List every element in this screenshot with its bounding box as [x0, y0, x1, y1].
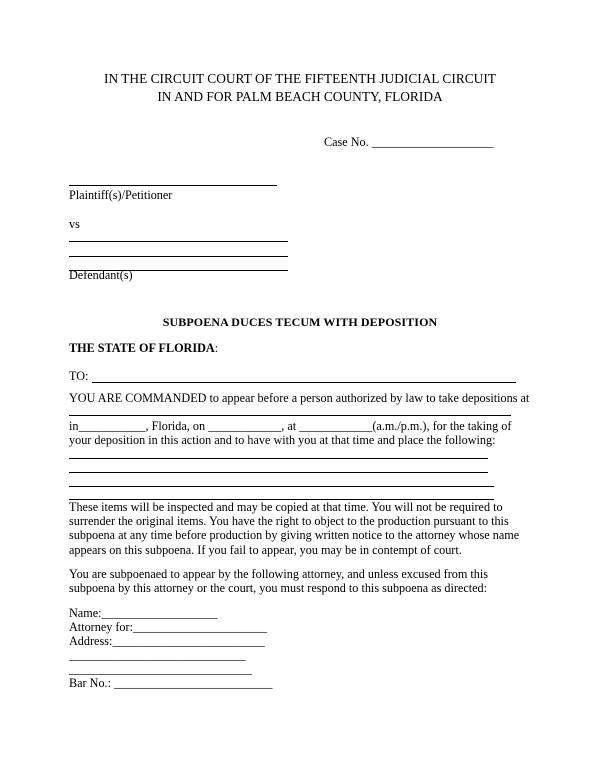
bar-number-row: [69, 676, 272, 691]
items-line-1[interactable]: [69, 458, 488, 459]
attorney-for-row: [69, 620, 267, 635]
items-inspection-paragraph: These items will be inspected and may be copied at that time. You will not be required to surrender the original items. You have the right to object to the production pursuant to this subpoena at any time before production by giving written notice to the attorney whose name appears on this subpoena. If you fail to appear, you may be in contempt of court.: [69, 500, 520, 557]
state-heading: [69, 341, 218, 356]
state-colon: :: [214, 341, 219, 355]
vs-label: vs: [69, 217, 80, 231]
case-number-field[interactable]: ____________________: [371, 135, 494, 149]
document-title: SUBPOENA DUCES TECUM WITH DEPOSITION: [162, 315, 438, 329]
commanded-line-4: your deposition in this action and to have with you at that time and place the following:: [69, 433, 496, 447]
defendant-label: Defendant(s): [69, 268, 133, 282]
attorney-name-field[interactable]: ___________________: [101, 606, 218, 620]
plaintiff-label: Plaintiff(s)/Petitioner: [69, 188, 173, 202]
attorney-address-row: [69, 634, 265, 649]
items-line-2[interactable]: [69, 472, 488, 473]
commanded-line-3: in___________, Florida, on ____________, at ____________(a.m./p.m.), for the taking of: [69, 419, 512, 433]
commanded-line-1: YOU ARE COMMANDED to appear before a person authorized by law to take depositions at: [69, 391, 530, 405]
case-number-label: Case No.: [324, 135, 369, 149]
court-header-line-2: IN AND FOR PALM BEACH COUNTY, FLORIDA: [157, 89, 443, 104]
attorney-for-field[interactable]: ______________________: [132, 620, 268, 634]
case-number: [324, 135, 494, 150]
attorney-address-line-3[interactable]: ______________________________: [69, 662, 252, 676]
court-header-line-1: IN THE CIRCUIT COURT OF THE FIFTEENTH JUDICIAL CIRCUIT: [104, 71, 496, 86]
attorney-address-label: Address:: [69, 634, 113, 648]
attorney-address-field[interactable]: _________________________: [112, 634, 265, 648]
attorney-for-label: Attorney for:: [69, 620, 133, 634]
to-label: TO:: [69, 369, 89, 383]
attorney-address-line-2[interactable]: _____________________________: [69, 648, 246, 662]
plaintiff-name-line[interactable]: [69, 185, 277, 186]
deposition-location-line[interactable]: [69, 415, 511, 416]
items-line-3[interactable]: [69, 486, 494, 487]
defendant-name-line-1[interactable]: [69, 241, 288, 242]
bar-number-label: Bar No.:: [69, 676, 111, 690]
subpoenaed-paragraph: You are subpoenaed to appear by the following attorney, and unless excused from this subpoena by this attorney or the court, you must respond to this subpoena as directed:: [69, 567, 489, 596]
attorney-name-row: [69, 606, 217, 621]
defendant-name-line-2[interactable]: [69, 256, 288, 257]
state-label: THE STATE OF FLORIDA: [69, 341, 215, 355]
bar-number-field[interactable]: __________________________: [110, 676, 273, 690]
to-recipient-line[interactable]: [92, 382, 516, 383]
attorney-name-label: Name:: [69, 606, 102, 620]
